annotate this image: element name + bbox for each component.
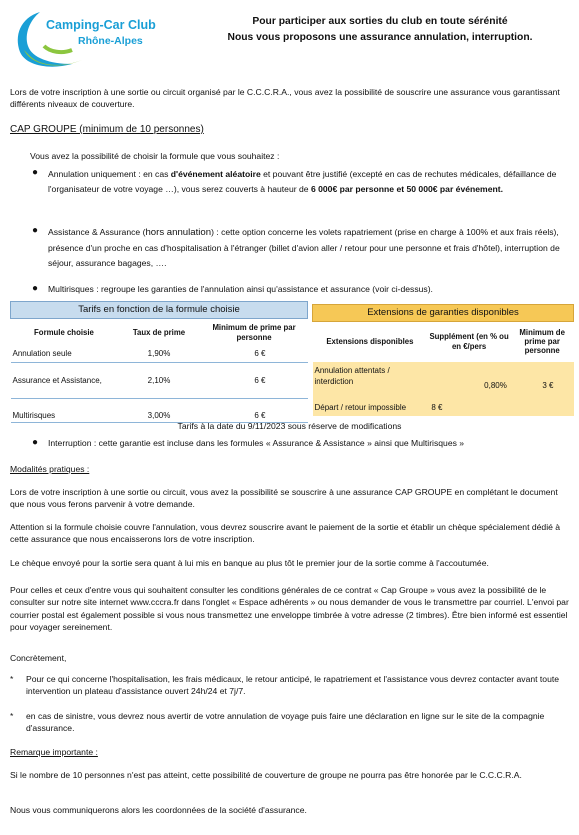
col-header-taux: Taux de prime bbox=[132, 328, 186, 338]
header-line1: Pour participer aux sorties du club en toute sérénité bbox=[252, 16, 508, 27]
bullet3-text: Multirisques : regroupe les garanties de l'annulation ainsi qu'assistance et assurance (voir ci-dessus). bbox=[48, 284, 433, 294]
bullet2-text-a: Assistance & Assurance ( bbox=[48, 227, 146, 237]
bullet-icon: ● bbox=[32, 437, 39, 448]
table-cell bbox=[511, 400, 574, 416]
col-header-formule: Formule choisie bbox=[34, 328, 94, 338]
bullet1-text-a: Annulation uniquement : en cas bbox=[48, 169, 171, 179]
table-cell: 3,00% bbox=[117, 399, 200, 423]
table-row bbox=[313, 400, 574, 416]
star1-text: Pour ce qui concerne l'hospitalisation, les frais médicaux, le retour anticipé, le rapatriement et l'assistance vous devrez contacter avant toute intervention un plateau d'assistance ouvert 24h/24 et 7j/7. bbox=[26, 674, 560, 697]
paragraph-coordonnees: Nous vous communiquerons alors les coordonnées de la société d'assurance. bbox=[10, 805, 307, 815]
bullet-icon: ● bbox=[32, 225, 39, 236]
concretement-text: Concrètement, bbox=[10, 653, 67, 663]
tarifs-table bbox=[10, 301, 308, 423]
table-cell: Annulation attentats / interdiction bbox=[313, 362, 428, 392]
table-row bbox=[11, 347, 308, 363]
table-cell: 0,80% bbox=[427, 362, 511, 392]
tarifs-note: Tarifs à la date du 9/11/2023 sous réserve de modifications bbox=[177, 421, 402, 431]
page-header bbox=[190, 14, 570, 46]
paragraph-attention: Attention si la formule choisie couvre l'annulation, vous devrez souscrire avant le paiement de la sortie et établir un chèque spécialement dédié à cette assurance que nous encaisserons lors de votre inscription. bbox=[10, 522, 561, 545]
table-row bbox=[11, 399, 308, 423]
star-icon: * bbox=[10, 674, 14, 684]
table-cell: 1,90% bbox=[117, 347, 200, 363]
intro-paragraph: Lors de votre inscription à une sortie ou circuit organisé par le C.C.C.R.A., vous avez la possibilité de souscrire une assurance vous garantissant différents niveaux de couverture. bbox=[10, 87, 560, 110]
cap-groupe-title: CAP GROUPE (minimum de 10 personnes) bbox=[10, 124, 204, 135]
bullet-interruption bbox=[30, 437, 570, 449]
logo-line1: Camping-Car Club bbox=[46, 18, 156, 32]
star-item-hospitalisation bbox=[10, 673, 570, 698]
table-cell: 6 € bbox=[201, 363, 308, 399]
bullet-icon: ● bbox=[32, 167, 39, 178]
col-header-minimum: Minimum de prime par personne bbox=[212, 323, 296, 342]
table-cell: 6 € bbox=[201, 399, 308, 423]
bullet1-text-d: 6 000€ par personne et 50 000€ par événement. bbox=[310, 183, 503, 194]
bullet2-text-c: ) : cette option concerne les volets rapatriement (prise en charge à 100% et aux frais réels), présence d'un proche en cas d'hospitalisation à l'étranger (billet d'avion aller / retour pour une personne et frais d'hôtel), interruption de séjour, assurance bagages, …. bbox=[48, 227, 560, 268]
table-row bbox=[11, 363, 308, 399]
paragraph-conditions: Pour celles et ceux d'entre vous qui souhaitent consulter les conditions générales de ce contrat « Cap Groupe » vous avez la possibilité de le consulter sur notre site internet www.cccra.fr dans l'onglet « Espace adhérents » ou nous demander de vous le transmettre par courriel. L'envoi par courrier postal est également possible si vous nous transmettez une enveloppe timbrée à votre adresse (2 timbres). Être bien informé est essentiel pour voyager sereinement. bbox=[10, 585, 569, 633]
table-cell: Départ / retour impossible bbox=[313, 400, 428, 416]
club-logo bbox=[10, 6, 160, 74]
table-cell: 2,10% bbox=[117, 363, 200, 399]
paragraph-minimum: Si le nombre de 10 personnes n'est pas atteint, cette possibilité de couverture de groupe ne pourra pas être honorée par le C.C.C.R.A. bbox=[10, 770, 522, 780]
extensions-table-title: Extensions de garanties disponibles bbox=[313, 305, 574, 322]
bullet-multirisques bbox=[30, 283, 570, 295]
star2-text: en cas de sinistre, vous devrez nous avertir de votre annulation de voyage puis faire une déclaration en ligne sur le site de la compagnie d'assurance. bbox=[26, 711, 545, 734]
col-header-minimum: Minimum de prime par personne bbox=[519, 327, 565, 356]
logo-line2: Rhône-Alpes bbox=[78, 35, 143, 47]
paragraph-inscription: Lors de votre inscription à une sortie ou circuit, vous avez la possibilité se souscrire à une assurance CAP GROUPE en complétant le document que nous vous ferons parvenir à votre demande. bbox=[10, 487, 558, 510]
col-header-extensions: Extensions disponibles bbox=[326, 337, 414, 347]
choose-formula-text: Vous avez la possibilité de choisir la formule que vous souhaitez : bbox=[30, 151, 280, 161]
bullet1-text-c: et pouvant être justifié (excepté en cas de rechutes médicales, défaillance de l'organisateur de votre voyage …), vous serez couverts à hauteur de bbox=[48, 169, 557, 194]
extensions-table bbox=[312, 304, 574, 416]
star-item-sinistre bbox=[10, 710, 570, 735]
tarifs-table-title: Tarifs en fonction de la formule choisie bbox=[11, 302, 308, 319]
table-cell: 8 € bbox=[427, 400, 511, 416]
bullet1-text-b: d'événement aléatoire bbox=[170, 169, 261, 179]
modalites-title: Modalités pratiques : bbox=[10, 464, 90, 474]
bullet-annulation bbox=[30, 167, 570, 196]
col-header-supplement: Supplément (en % ou en €/pers bbox=[429, 332, 509, 351]
table-cell: Annulation seule bbox=[11, 347, 118, 363]
bullet-assistance bbox=[30, 225, 570, 271]
star-icon: * bbox=[10, 711, 14, 721]
remarque-title: Remarque importante : bbox=[10, 747, 98, 757]
bullet-icon: ● bbox=[32, 283, 39, 294]
paragraph-cheque: Le chèque envoyé pour la sortie sera quant à lui mis en banque au plus tôt le premier jour de la sortie comme à l'accoutumée. bbox=[10, 558, 489, 568]
header-line2: Nous vous proposons une assurance annulation, interruption. bbox=[227, 31, 533, 43]
table-cell: 3 € bbox=[511, 362, 574, 392]
bullet4-text: Interruption : cette garantie est incluse dans les formules « Assurance & Assistance » ainsi que Multirisques » bbox=[48, 438, 465, 448]
table-cell: Multirisques bbox=[11, 399, 118, 423]
table-cell: 6 € bbox=[201, 347, 308, 363]
bullet2-text-b: hors annulation bbox=[145, 227, 212, 238]
table-row bbox=[313, 362, 574, 392]
table-cell: Assurance et Assistance, bbox=[11, 363, 118, 399]
